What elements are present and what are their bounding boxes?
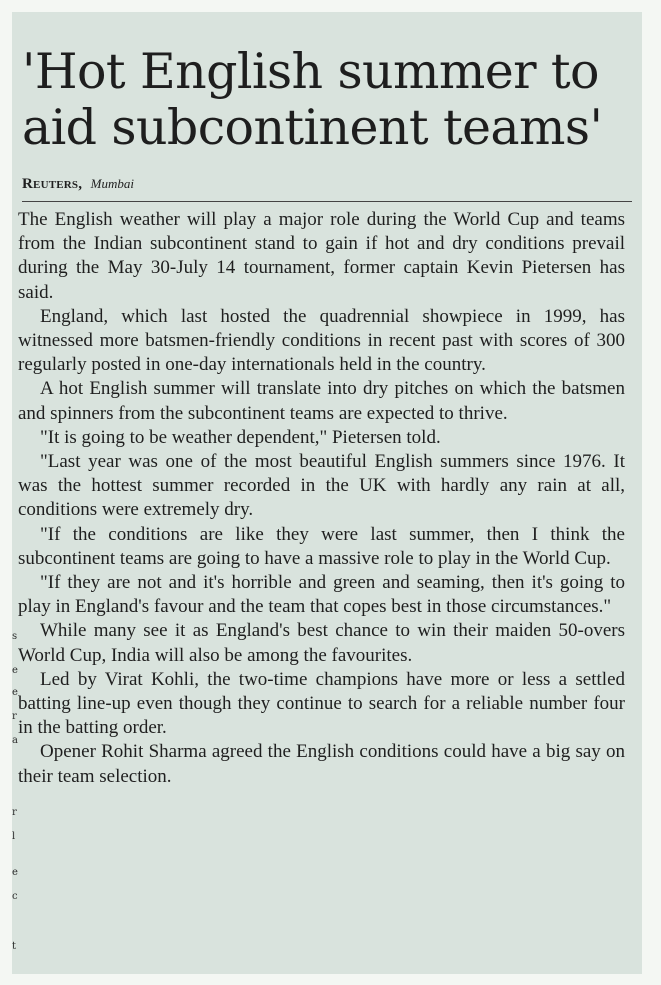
article-body bbox=[18, 208, 625, 789]
headline: 'Hot English summer to aid subcontinent teams' bbox=[22, 43, 603, 156]
fragment-char: s bbox=[12, 631, 18, 642]
paragraph: "Last year was one of the most beautiful English summers since 1976. It was the hottest summer recorded in the UK with hardly any rain at all, conditions were extremely dry. bbox=[18, 451, 625, 521]
fragment-char: t bbox=[12, 941, 17, 952]
paragraph: Opener Rohit Sharma agreed the English conditions could have a big say on their team selection. bbox=[18, 741, 625, 787]
dateline bbox=[22, 176, 134, 193]
paragraph: "It is going to be weather dependent," Pietersen told. bbox=[40, 426, 441, 448]
fragment-char: e bbox=[12, 687, 18, 698]
paragraph: "If they are not and it's horrible and green and seaming, then it's going to play in England's favour and the team that copes best in those circumstances." bbox=[18, 572, 625, 618]
fragment-char: c bbox=[12, 891, 18, 902]
fragment-char: a bbox=[12, 735, 18, 746]
paragraph: The English weather will play a major role during the World Cup and teams from the Indian subcontinent stand to gain if hot and dry conditions prevail during the May 30-July 14 tournament, former captain Kevin Pietersen has said. bbox=[18, 209, 625, 303]
paragraph: "If the conditions are like they were last summer, then I think the subcontinent teams are going to have a massive role to play in the World Cup. bbox=[18, 523, 625, 569]
newspaper-clipping bbox=[12, 12, 642, 974]
headline-rule bbox=[22, 201, 632, 202]
fragment-char: l bbox=[12, 831, 16, 842]
fragment-char: r bbox=[12, 807, 17, 818]
dateline-place: Mumbai bbox=[90, 176, 134, 191]
fragment-char: e bbox=[12, 665, 18, 676]
paragraph: Led by Virat Kohli, the two-time champions have more or less a settled batting line-up even though they continue to search for a reliable number four in the batting order. bbox=[18, 668, 625, 739]
paragraph: England, which last hosted the quadrennial showpiece in 1999, has witnessed more batsmen-friendly conditions in recent past with scores of 300 regularly posted in one-day internationals held in the country. bbox=[18, 305, 625, 376]
fragment-char: r bbox=[12, 711, 17, 722]
paragraph: While many see it as England's best chance to win their maiden 50-overs World Cup, India will also be among the favourites. bbox=[18, 620, 625, 666]
fragment-char: e bbox=[12, 867, 18, 878]
paragraph: A hot English summer will translate into dry pitches on which the batsmen and spinners from the subcontinent teams are expected to thrive. bbox=[18, 378, 625, 424]
agency-name: Reuters, bbox=[22, 176, 83, 192]
